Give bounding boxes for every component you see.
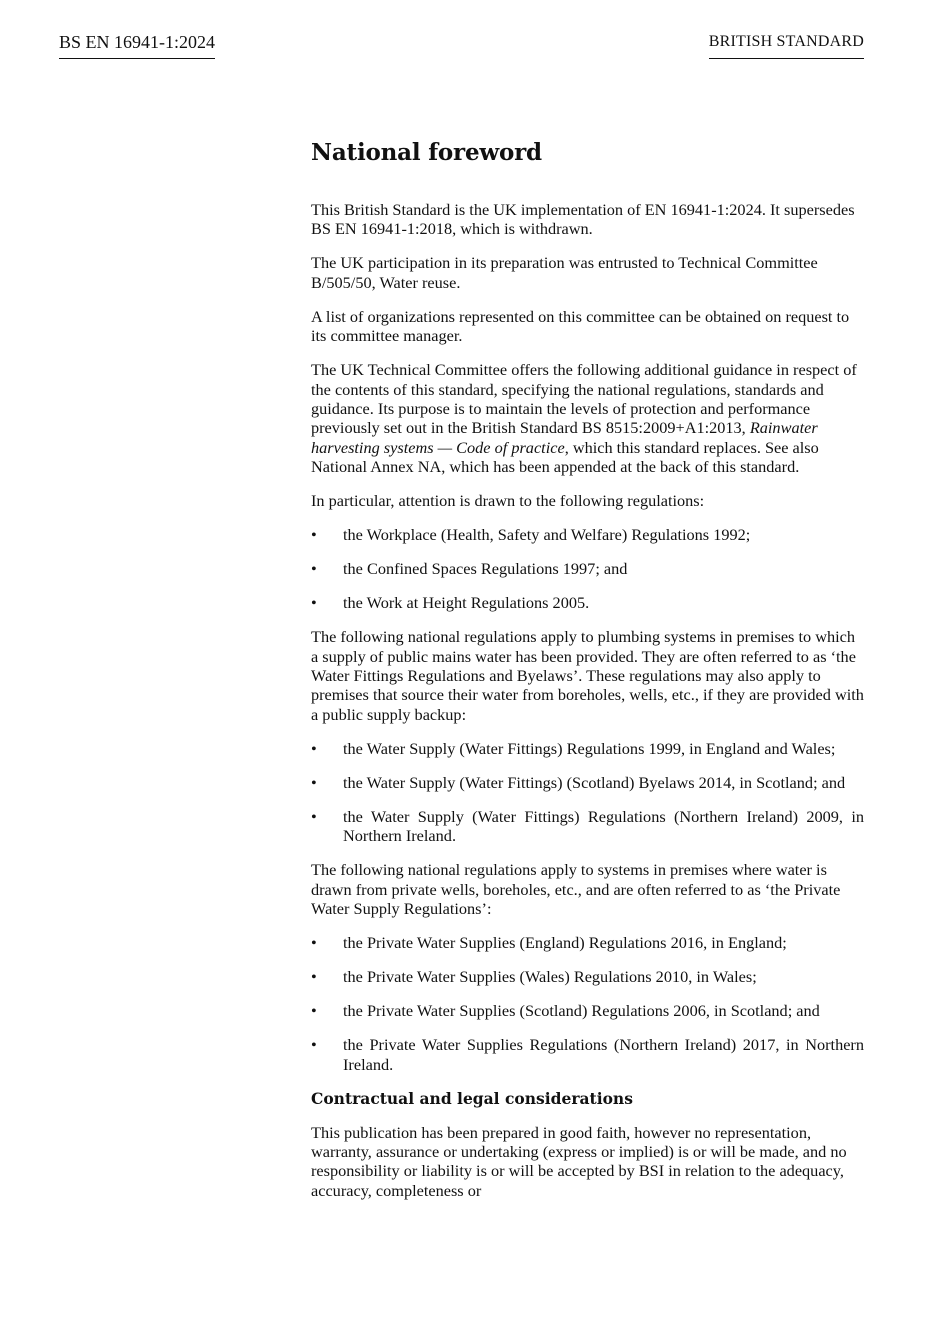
list-item: • the Private Water Supplies (Wales) Regulations 2010, in Wales; bbox=[311, 967, 757, 987]
bullet-icon: • bbox=[311, 738, 317, 758]
bullet-icon: • bbox=[311, 525, 317, 545]
regulations-list bbox=[311, 525, 864, 612]
intro-paragraph-3: A list of organizations represented on this committee can be obtained on request to its committee manager. bbox=[311, 306, 850, 346]
guidance-paragraph bbox=[311, 360, 864, 476]
legal-paragraph: This publication has been prepared in good faith, however no representation, warranty, assurance or undertaking (express or implied) is or will be made, and no responsibility or liability is or will be accepted by BSI in relation to the adequacy, accuracy, completeness or bbox=[311, 1122, 847, 1200]
bullet-icon: • bbox=[311, 593, 317, 613]
private-supply-list bbox=[311, 933, 864, 1074]
list-item: • the Water Supply (Water Fittings) (Scotland) Byelaws 2014, in Scotland; and bbox=[311, 772, 846, 792]
list-item: • the Confined Spaces Regulations 1997; and bbox=[311, 559, 628, 579]
bullet-icon: • bbox=[311, 772, 317, 792]
list-item: • the Private Water Supplies Regulations (Northern Ireland) 2017, in Northern Ireland. bbox=[311, 1035, 864, 1074]
header-doc-number: BS EN 16941-1:2024 bbox=[59, 30, 215, 59]
list-item: • the Water Supply (Water Fittings) Regulations (Northern Ireland) 2009, in Northern Ireland. bbox=[311, 806, 864, 846]
guidance-italic-title: Rainwater harvesting systems — Code of practice bbox=[311, 418, 818, 457]
bullet-icon: • bbox=[311, 967, 317, 987]
regulations-intro: In particular, attention is drawn to the following regulations: bbox=[311, 491, 705, 511]
private-supply-intro: The following national regulations apply to systems in premises where water is drawn from private wells, boreholes, etc., and are often referred to as ‘the Private Water Supply Regulations’: bbox=[311, 860, 841, 919]
list-item: • the Water Supply (Water Fittings) Regulations 1999, in England and Wales; bbox=[311, 738, 836, 758]
bullet-icon: • bbox=[311, 806, 317, 826]
guidance-text-end: , which this standard replaces. See also National Annex NA, which has been appended at the back of this standard. bbox=[311, 437, 819, 477]
bullet-icon: • bbox=[311, 1001, 317, 1021]
bullet-icon: • bbox=[311, 933, 317, 953]
bullet-icon: • bbox=[311, 559, 317, 579]
list-item: • the Work at Height Regulations 2005. bbox=[311, 593, 590, 613]
guidance-text-start: The UK Technical Committee offers the following additional guidance in respect of the contents of this standard, specifying the national regulations, standards and guidance. Its purpose is to maintain the levels of protection and performance previously set out in the British Standard BS 8515:2009+A1:2013, bbox=[311, 360, 857, 438]
water-fittings-list bbox=[311, 739, 864, 846]
intro-paragraph-1: This British Standard is the UK implementation of EN 16941-1:2024. It supersedes BS EN 16941-1:2018, which is withdrawn. bbox=[311, 200, 855, 239]
list-item: • the Private Water Supplies (Scotland) Regulations 2006, in Scotland; and bbox=[311, 1001, 820, 1021]
page-title: National foreword bbox=[311, 139, 542, 166]
bullet-icon: • bbox=[311, 1035, 317, 1055]
list-item: • the Private Water Supplies (England) Regulations 2016, in England; bbox=[311, 933, 787, 953]
water-fittings-intro: The following national regulations apply to plumbing systems in premises to which a supply of public mains water has been provided. They are often referred to as ‘the Water Fittings Regulations and Byelaws’. These regulations may also apply to premises that source their water from boreholes, wells, etc., if they are provided with a public supply backup: bbox=[311, 627, 864, 724]
foreword-body bbox=[311, 136, 864, 1215]
legal-heading: Contractual and legal considerations bbox=[311, 1088, 633, 1108]
list-item: • the Workplace (Health, Safety and Welfare) Regulations 1992; bbox=[311, 525, 751, 545]
intro-paragraph-2: The UK participation in its preparation was entrusted to Technical Committee B/505/50, Water reuse. bbox=[311, 253, 818, 292]
header-series: BRITISH STANDARD bbox=[709, 30, 864, 59]
